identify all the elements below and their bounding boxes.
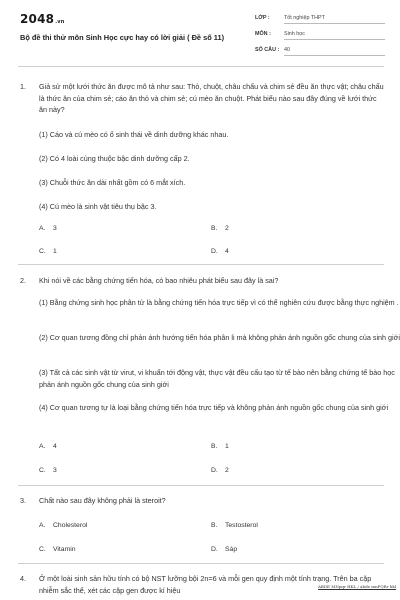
option-text: 1 — [53, 248, 57, 255]
meta-value: 40 — [284, 45, 385, 56]
option-letter: A. — [39, 443, 46, 450]
answer-option-d[interactable] — [211, 467, 229, 474]
answer-option-c[interactable] — [39, 546, 76, 553]
statement: (1) Bằng chứng sinh học phân tử là bằng chứng tiến hóa trực tiếp vì có thể nghiên cứu được bằng thực nghiệm . — [39, 298, 399, 307]
option-text: 2 — [225, 225, 229, 232]
statement: (3) Chuỗi thức ăn dài nhất gồm có 6 mắt xích. — [39, 178, 186, 187]
document-title: Bộ đề thi thử môn Sinh Học cực hay có lời giải ( Đề số 11) — [20, 33, 225, 42]
option-text: 4 — [225, 248, 229, 255]
logo-text: 2048 — [20, 12, 55, 26]
option-text: Testosterol — [225, 522, 258, 529]
option-letter: B. — [211, 443, 218, 450]
meta-value: Sinh học — [284, 29, 385, 40]
question-number: 2. — [20, 276, 26, 285]
statement: (1) Cáo và cú mèo có ổ sinh thái về dinh dưỡng khác nhau. — [39, 130, 229, 139]
question-text: Khi nói về các bằng chứng tiến hóa, có bao nhiêu phát biểu sau đây là sai? — [39, 276, 279, 285]
meta-row-count — [255, 42, 385, 58]
option-letter: D. — [211, 248, 218, 255]
answer-option-b[interactable] — [211, 522, 258, 529]
answer-option-b[interactable] — [211, 443, 229, 450]
question-number: 1. — [20, 82, 26, 91]
answer-option-b[interactable] — [211, 225, 229, 232]
statement: (3) Tất cả các sinh vật từ virut, vi khuẩn tới động vật, thực vật đều cấu tạo từ tế bào nên bằng chứng tế bào học phản ánh nguồn gốc chung của sinh giới — [39, 368, 395, 389]
question-text: Chất nào sau đây không phải là steroit? — [39, 496, 166, 505]
option-text: 2 — [225, 467, 229, 474]
option-letter: A. — [39, 225, 46, 232]
option-text: Cholesterol — [53, 522, 88, 529]
option-letter: C. — [39, 248, 46, 255]
statement: (2) Cơ quan tương đồng chỉ phản ánh hướng tiến hóa phân li mà không phản ánh nguồn gốc chung của sinh giới — [39, 333, 400, 342]
meta-value: Tốt nghiệp THPT — [284, 13, 385, 24]
site-logo[interactable] — [20, 12, 65, 26]
answer-option-c[interactable] — [39, 248, 57, 255]
meta-row-class — [255, 10, 385, 26]
answer-option-a[interactable] — [39, 225, 57, 232]
option-letter: D. — [211, 467, 218, 474]
question-number: 4. — [20, 574, 26, 583]
meta-label: LỚP : — [255, 15, 270, 21]
option-letter: C. — [39, 467, 46, 474]
answer-option-d[interactable] — [211, 546, 237, 553]
option-letter: B. — [211, 225, 218, 232]
statement: (2) Có 4 loài cùng thuộc bậc dinh dưỡng cấp 2. — [39, 154, 190, 163]
option-letter: A. — [39, 522, 46, 529]
divider — [18, 485, 384, 486]
logo-suffix: .vn — [55, 19, 65, 25]
option-text: 3 — [53, 225, 57, 232]
option-text: 1 — [225, 443, 229, 450]
statement: (4) Cú mèo là sinh vật tiêu thụ bậc 3. — [39, 202, 157, 211]
answer-option-a[interactable] — [39, 443, 57, 450]
meta-label: MÔN : — [255, 31, 271, 37]
answer-option-c[interactable] — [39, 467, 57, 474]
question-number: 3. — [20, 496, 26, 505]
document-meta — [255, 10, 385, 58]
meta-label: SỐ CÂU : — [255, 47, 280, 53]
option-letter: D. — [211, 546, 218, 553]
answer-option-a[interactable] — [39, 522, 87, 529]
option-letter: C. — [39, 546, 46, 553]
option-letter: B. — [211, 522, 218, 529]
answer-option-d[interactable] — [211, 248, 229, 255]
option-text: Sáp — [225, 546, 238, 553]
question-text: Ở một loài sinh sản hữu tính có bộ NST lưỡng bội 2n=6 và mỗi gen quy định một tính trạng. Trên ba cặp nhiễm sắc thể, xét các cặp gen được kí hiệu — [39, 574, 372, 595]
option-text: 4 — [53, 443, 57, 450]
gene-formula: ABDE MNpqr HKL / abde mnPQRr hkl — [318, 584, 397, 589]
divider — [18, 66, 384, 67]
divider — [18, 563, 384, 564]
divider — [18, 264, 384, 265]
meta-row-subject — [255, 26, 385, 42]
page-header — [0, 0, 400, 62]
statement: (4) Cơ quan tương tự là loại bằng chứng tiến hóa trực tiếp và không phản ánh nguồn gốc chung của sinh giới — [39, 403, 389, 412]
question-text: Giả sử một lưới thức ăn được mô tả như sau: Thỏ, chuột, châu chấu và chim sẻ đều ăn thực vật; châu chấu là thức ăn của chim sẻ; cáo ăn thỏ và chim sẻ; cú mèo ăn chuột. Phát biểu nào sau đây đúng về lưới thức ăn này? — [39, 82, 384, 114]
option-text: 3 — [53, 467, 57, 474]
option-text: Vitamin — [53, 546, 76, 553]
